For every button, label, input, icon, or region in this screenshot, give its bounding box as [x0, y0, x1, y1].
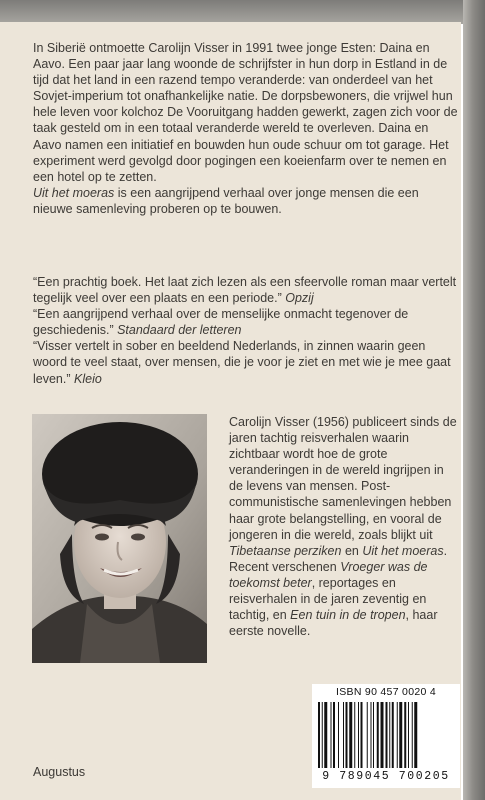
- barcode-bar: [331, 702, 332, 768]
- barcode-bar: [412, 702, 413, 768]
- barcode-bar: [324, 702, 327, 768]
- ean-number: 9 789045 700205: [322, 770, 450, 783]
- barcode-bar: [397, 702, 398, 768]
- isbn-number: ISBN 90 457 0020 4: [336, 686, 436, 698]
- barcode-bar: [361, 702, 363, 768]
- barcode-bar: [377, 702, 379, 768]
- barcode-bar: [414, 702, 417, 768]
- synopsis: [33, 40, 458, 217]
- book-title: Uit het moeras: [33, 185, 115, 200]
- author-photo: [32, 414, 207, 663]
- author-bio-paragraph: [229, 414, 459, 639]
- barcode-bar: [371, 702, 372, 768]
- barcode-label: [312, 684, 460, 788]
- author-portrait-illustration: [32, 414, 207, 663]
- barcode-bar: [373, 702, 374, 768]
- press-quote: [33, 306, 458, 338]
- synopsis-paragraph: In Siberië ontmoette Carolijn Visser in 1991 twee jonge Esten: Daina en Aavo. Een paar jaar lang woonde de schrijfster in hun dorp in Estland in de tijd dat het land in een razend tempo veranderde: van onderdeel van het Sovjet-imperium tot onafhankelijke natie. De dorpsbewoners, die vrijwel hun hele leven voor kolchoz De Vooruitgang hadden gewerkt, zagen zich voor de taak gesteld om in een totaal veranderde wereld te overleven. Daina en Aavo namen een initiatief en bouwden hun oude schuur om tot garage. Het experiment werd gevolgd door pogingen een koeienfarm over te nemen en een hotel op te zetten.: [33, 41, 458, 184]
- bio-text: Carolijn Visser (1956) publiceert sinds de jaren tachtig reisverhalen waarin zichtbaar wordt hoe de grote veranderingen in de wereld ingrijpen in de levens van mensen. Post-communistische samenlevingen hebben haar grote belangstelling, en vooral de jongeren in die wereld, zoals blijkt uit: [229, 415, 457, 542]
- press-quote: [33, 274, 458, 306]
- barcode-bar: [358, 702, 359, 768]
- barcode-bar: [408, 702, 409, 768]
- synopsis-closing: [33, 185, 458, 217]
- barcode-bar: [404, 702, 406, 768]
- book-title: Tibetaanse perziken: [229, 543, 342, 558]
- barcode-bar: [392, 702, 394, 768]
- barcode-bar: [333, 702, 335, 768]
- book-title: Een tuin in de tropen: [290, 608, 406, 623]
- barcode-bar: [349, 702, 352, 768]
- quote-text: “Een aangrijpend verhaal over de menselijke onmacht tegenover de geschiedenis.”: [33, 307, 409, 338]
- quote-source: Kleio: [74, 371, 102, 386]
- quote-text: “Visser vertelt in sober en beeldend Nederlands, in zinnen waarin geen woord te veel staat, over mensen, die je voor je ziet en met wie je mee gaat leven.”: [33, 339, 451, 386]
- bio-text: . Recent verschenen: [229, 543, 448, 574]
- publisher-name: Augustus: [33, 765, 86, 779]
- barcode-bar: [338, 702, 339, 768]
- quote-source: Opzij: [285, 291, 314, 306]
- barcode-bar: [389, 702, 390, 768]
- book-title: Vroeger was de toekomst beter: [229, 559, 428, 590]
- barcode-bar: [354, 702, 355, 768]
- author-bio: [229, 414, 459, 639]
- barcode-bar: [346, 702, 348, 768]
- barcode-bar: [381, 702, 384, 768]
- barcode-bar: [322, 702, 323, 768]
- book-title: Uit het moeras: [362, 543, 444, 558]
- barcode-bar: [343, 702, 344, 768]
- quote-text: “Een prachtig boek. Het laat zich lezen als een sfeervolle roman maar vertelt tegelijk veel over een plaats en een periode.”: [33, 275, 457, 306]
- barcode-bar: [386, 702, 388, 768]
- bio-text: , reportages en reisverhalen in de jaren zeventig en tachtig, en: [229, 575, 427, 623]
- synopsis-closing-text: is een aangrijpend verhaal over jonge mensen die een nieuwe samenleving proberen op te bouwen.: [33, 185, 419, 216]
- barcode-bar: [367, 702, 368, 768]
- bio-text: en: [341, 543, 363, 558]
- bio-text: , haar eerste novelle.: [229, 608, 438, 639]
- press-quotes: [33, 274, 458, 387]
- barcode-bar: [318, 702, 320, 768]
- press-quote: [33, 338, 458, 386]
- page-edge-right: [463, 0, 485, 800]
- page-edge-top: [0, 0, 485, 24]
- barcode-icon: [316, 702, 456, 770]
- barcode-bar: [399, 702, 402, 768]
- quote-source: Standaard der letteren: [117, 323, 242, 338]
